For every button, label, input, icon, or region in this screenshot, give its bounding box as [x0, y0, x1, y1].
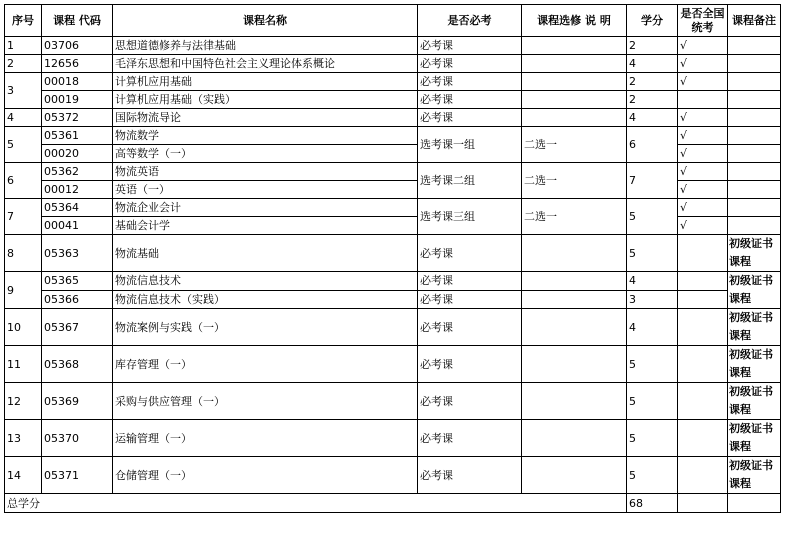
cell-code: 05361 [42, 127, 113, 145]
cell-note [728, 163, 781, 181]
cell-note: 初级证书课程 [728, 457, 781, 494]
header-credit: 学分 [627, 5, 678, 37]
cell-name: 国际物流导论 [113, 109, 418, 127]
cell-seq: 11 [5, 346, 42, 383]
cell-credit: 2 [627, 91, 678, 109]
cell-code: 00012 [42, 181, 113, 199]
cell-code: 00020 [42, 145, 113, 163]
cell-note [728, 199, 781, 217]
cell-national: √ [678, 217, 728, 235]
table-row [5, 163, 781, 181]
cell-seq: 4 [5, 109, 42, 127]
cell-national [678, 309, 728, 346]
cell-required: 选考课三组 [418, 199, 522, 235]
cell-code: 05372 [42, 109, 113, 127]
cell-code: 05368 [42, 346, 113, 383]
cell-required: 必考课 [418, 55, 522, 73]
cell-code: 03706 [42, 37, 113, 55]
cell-name: 物流案例与实践（一） [113, 309, 418, 346]
cell-note [728, 91, 781, 109]
header-note: 课程备注 [728, 5, 781, 37]
cell-name: 高等数学（一） [113, 145, 418, 163]
cell-elective [522, 290, 627, 309]
header-row [5, 5, 781, 37]
cell-name: 物流信息技术 [113, 272, 418, 291]
cell-credit: 3 [627, 290, 678, 309]
cell-note: 初级证书课程 [728, 346, 781, 383]
cell-credit: 4 [627, 109, 678, 127]
cell-required: 必考课 [418, 37, 522, 55]
table-row [5, 290, 781, 309]
cell-credit: 5 [627, 346, 678, 383]
cell-name: 库存管理（一） [113, 346, 418, 383]
cell-name: 英语（一） [113, 181, 418, 199]
cell-national [678, 494, 728, 513]
table-row [5, 309, 781, 346]
header-name: 课程名称 [113, 5, 418, 37]
header-elective: 课程选修 说 明 [522, 5, 627, 37]
cell-credit: 5 [627, 383, 678, 420]
cell-name: 采购与供应管理（一） [113, 383, 418, 420]
cell-elective [522, 457, 627, 494]
cell-note [728, 181, 781, 199]
table-row [5, 109, 781, 127]
cell-note [728, 127, 781, 145]
cell-credit: 4 [627, 309, 678, 346]
cell-seq: 7 [5, 199, 42, 235]
cell-seq: 5 [5, 127, 42, 163]
header-required: 是否必考 [418, 5, 522, 37]
cell-required: 必考课 [418, 290, 522, 309]
cell-code: 05367 [42, 309, 113, 346]
cell-elective [522, 309, 627, 346]
cell-elective [522, 272, 627, 291]
cell-national [678, 235, 728, 272]
cell-code: 05363 [42, 235, 113, 272]
cell-note [728, 145, 781, 163]
cell-national [678, 346, 728, 383]
cell-seq: 14 [5, 457, 42, 494]
cell-seq: 6 [5, 163, 42, 199]
cell-required: 必考课 [418, 73, 522, 91]
cell-national: √ [678, 127, 728, 145]
cell-credit: 2 [627, 37, 678, 55]
cell-national: √ [678, 55, 728, 73]
cell-note: 初级证书课程 [728, 309, 781, 346]
cell-national: √ [678, 109, 728, 127]
cell-elective: 二选一 [522, 127, 627, 163]
cell-required: 必考课 [418, 272, 522, 291]
cell-note: 初级证书课程 [728, 383, 781, 420]
course-table [4, 4, 781, 513]
cell-note: 初级证书课程 [728, 420, 781, 457]
cell-name: 计算机应用基础 [113, 73, 418, 91]
cell-code: 05369 [42, 383, 113, 420]
table-row [5, 37, 781, 55]
table-row [5, 199, 781, 217]
cell-name: 毛泽东思想和中国特色社会主义理论体系概论 [113, 55, 418, 73]
cell-name: 物流数学 [113, 127, 418, 145]
cell-required: 必考课 [418, 235, 522, 272]
cell-note [728, 73, 781, 91]
cell-seq: 12 [5, 383, 42, 420]
cell-note: 初级证书课程 [728, 235, 781, 272]
cell-name: 计算机应用基础（实践） [113, 91, 418, 109]
cell-national [678, 420, 728, 457]
cell-national [678, 91, 728, 109]
cell-national [678, 457, 728, 494]
cell-required: 选考课二组 [418, 163, 522, 199]
cell-elective [522, 73, 627, 91]
cell-credit: 4 [627, 55, 678, 73]
cell-elective [522, 420, 627, 457]
cell-national: √ [678, 199, 728, 217]
cell-code: 00041 [42, 217, 113, 235]
cell-national: √ [678, 181, 728, 199]
cell-elective: 二选一 [522, 163, 627, 199]
cell-national [678, 272, 728, 291]
cell-elective [522, 383, 627, 420]
cell-national [678, 383, 728, 420]
cell-credit: 4 [627, 272, 678, 291]
cell-note [728, 37, 781, 55]
total-credit: 68 [627, 494, 678, 513]
cell-seq: 13 [5, 420, 42, 457]
cell-name: 物流英语 [113, 163, 418, 181]
cell-credit: 5 [627, 235, 678, 272]
table-row [5, 235, 781, 272]
total-row [5, 494, 781, 513]
cell-required: 必考课 [418, 383, 522, 420]
cell-national: √ [678, 163, 728, 181]
cell-note: 初级证书课程 [728, 272, 781, 309]
table-row [5, 420, 781, 457]
header-code: 课程 代码 [42, 5, 113, 37]
cell-code: 05370 [42, 420, 113, 457]
cell-credit: 2 [627, 73, 678, 91]
total-label: 总学分 [5, 494, 627, 513]
table-row [5, 127, 781, 145]
cell-name: 仓储管理（一） [113, 457, 418, 494]
cell-required: 必考课 [418, 346, 522, 383]
cell-name: 运输管理（一） [113, 420, 418, 457]
cell-national: √ [678, 145, 728, 163]
cell-name: 思想道德修养与法律基础 [113, 37, 418, 55]
cell-note [728, 494, 781, 513]
cell-elective: 二选一 [522, 199, 627, 235]
cell-name: 基础会计学 [113, 217, 418, 235]
cell-code: 05366 [42, 290, 113, 309]
cell-national [678, 290, 728, 309]
table-row [5, 55, 781, 73]
table-row [5, 346, 781, 383]
cell-note [728, 55, 781, 73]
header-seq: 序号 [5, 5, 42, 37]
cell-required: 必考课 [418, 109, 522, 127]
cell-elective [522, 55, 627, 73]
cell-seq: 9 [5, 272, 42, 309]
cell-required: 必考课 [418, 457, 522, 494]
table-row [5, 457, 781, 494]
table-row [5, 91, 781, 109]
cell-note [728, 109, 781, 127]
cell-elective [522, 346, 627, 383]
cell-credit: 5 [627, 199, 678, 235]
cell-code: 05364 [42, 199, 113, 217]
table-row [5, 383, 781, 420]
cell-seq: 1 [5, 37, 42, 55]
cell-name: 物流企业会计 [113, 199, 418, 217]
cell-name: 物流基础 [113, 235, 418, 272]
cell-code: 05371 [42, 457, 113, 494]
cell-name: 物流信息技术（实践） [113, 290, 418, 309]
cell-credit: 6 [627, 127, 678, 163]
cell-seq: 2 [5, 55, 42, 73]
cell-code: 12656 [42, 55, 113, 73]
cell-code: 05365 [42, 272, 113, 291]
cell-seq: 3 [5, 73, 42, 109]
cell-elective [522, 91, 627, 109]
table-row [5, 272, 781, 291]
cell-elective [522, 109, 627, 127]
header-national: 是否全国统考 [678, 5, 728, 37]
cell-required: 必考课 [418, 420, 522, 457]
cell-note [728, 217, 781, 235]
cell-required: 必考课 [418, 309, 522, 346]
cell-required: 必考课 [418, 91, 522, 109]
cell-code: 00018 [42, 73, 113, 91]
table-row [5, 73, 781, 91]
cell-credit: 7 [627, 163, 678, 199]
cell-seq: 10 [5, 309, 42, 346]
cell-credit: 5 [627, 420, 678, 457]
cell-seq: 8 [5, 235, 42, 272]
cell-national: √ [678, 73, 728, 91]
cell-elective [522, 37, 627, 55]
cell-required: 选考课一组 [418, 127, 522, 163]
cell-code: 00019 [42, 91, 113, 109]
cell-national: √ [678, 37, 728, 55]
cell-elective [522, 235, 627, 272]
cell-code: 05362 [42, 163, 113, 181]
cell-credit: 5 [627, 457, 678, 494]
